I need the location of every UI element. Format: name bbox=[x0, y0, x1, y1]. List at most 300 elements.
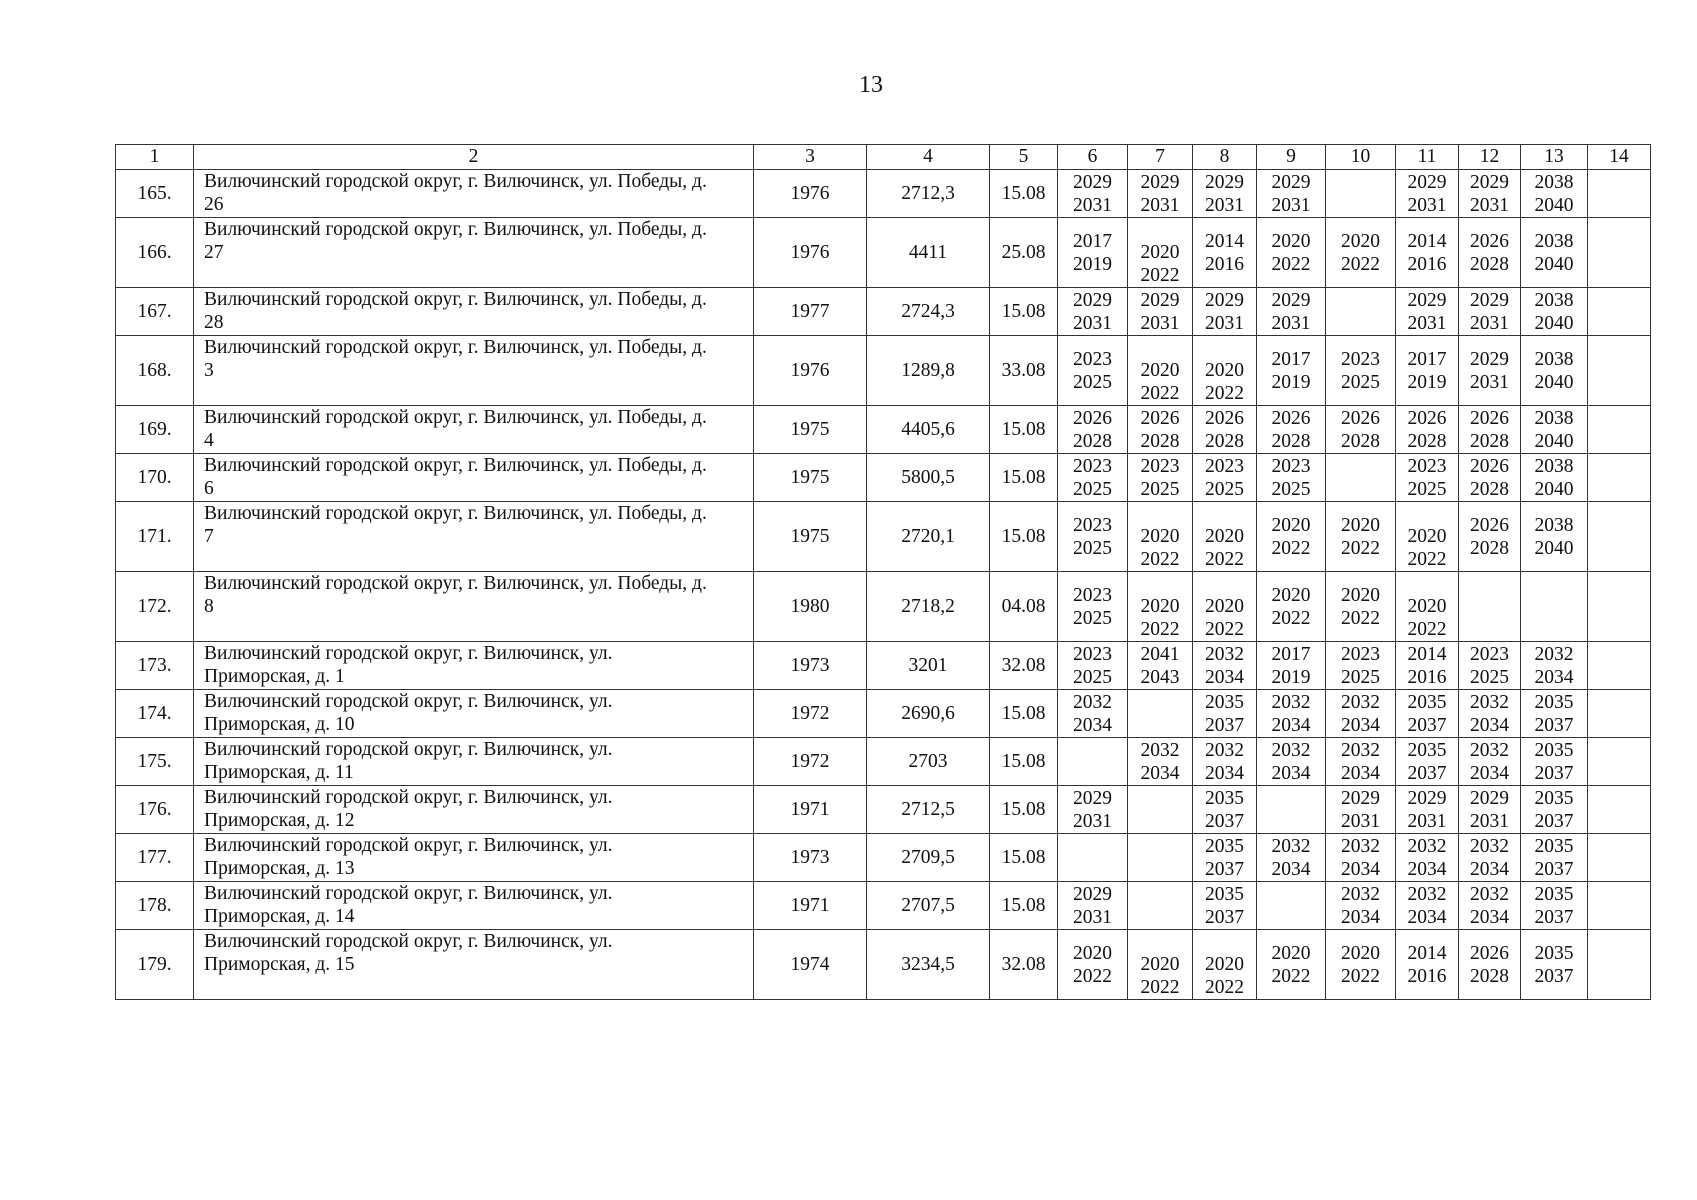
period-end: 2022 bbox=[1341, 537, 1380, 559]
period-start: 2032 bbox=[1271, 835, 1311, 857]
column-header-4: 4 bbox=[867, 145, 990, 170]
period-start: 2020 bbox=[1073, 942, 1112, 964]
period-end: 2022 bbox=[1205, 977, 1244, 998]
period-cell bbox=[1257, 642, 1326, 690]
column-header-12: 12 bbox=[1459, 145, 1521, 170]
period-cell bbox=[1193, 502, 1257, 572]
row-number: 173. bbox=[116, 642, 194, 690]
address-line: Вилючинский городской округ, г. Вилючинск, ул. bbox=[204, 643, 613, 664]
period-end: 2034 bbox=[1470, 906, 1509, 928]
period-start: 2020 bbox=[1205, 360, 1244, 381]
period-end: 2025 bbox=[1140, 478, 1180, 500]
year-built: 1971 bbox=[754, 882, 867, 930]
period-cell bbox=[1396, 642, 1459, 690]
period-cell bbox=[1588, 454, 1651, 502]
period-end: 2040 bbox=[1534, 371, 1574, 393]
period-start: 2035 bbox=[1534, 787, 1574, 809]
row-number: 171. bbox=[116, 502, 194, 572]
period-cell bbox=[1521, 288, 1588, 336]
period-cell bbox=[1128, 502, 1193, 572]
period-start: 2029 bbox=[1407, 171, 1447, 193]
period-end: 2034 bbox=[1341, 714, 1380, 736]
period-cell bbox=[1193, 642, 1257, 690]
column-5-cell: 15.08 bbox=[990, 882, 1058, 930]
period-cell bbox=[1326, 502, 1396, 572]
column-5-cell: 15.08 bbox=[990, 502, 1058, 572]
period-end: 2031 bbox=[1073, 312, 1112, 334]
period-cell bbox=[1193, 454, 1257, 502]
area-cell: 4411 bbox=[867, 218, 990, 288]
period-cell bbox=[1521, 930, 1588, 1000]
period-end: 2034 bbox=[1407, 858, 1447, 880]
period-start: 2035 bbox=[1407, 739, 1447, 761]
period-start: 2041 bbox=[1140, 643, 1180, 665]
period-cell bbox=[1588, 502, 1651, 572]
period-cell bbox=[1396, 502, 1459, 572]
period-cell bbox=[1459, 738, 1521, 786]
column-header-7: 7 bbox=[1128, 145, 1193, 170]
period-end: 2028 bbox=[1470, 430, 1509, 452]
period-cell bbox=[1396, 930, 1459, 1000]
period-cell bbox=[1521, 786, 1588, 834]
period-cell bbox=[1193, 572, 1257, 642]
register-table bbox=[115, 144, 1651, 1000]
period-start: 2032 bbox=[1407, 835, 1447, 857]
column-number-row bbox=[116, 145, 1651, 170]
column-5-cell: 15.08 bbox=[990, 170, 1058, 218]
column-header-2: 2 bbox=[194, 145, 754, 170]
address-cell bbox=[194, 882, 754, 930]
period-end: 2034 bbox=[1534, 666, 1574, 688]
address-line: Вилючинский городской округ, г. Вилючинск, ул. Победы, д. bbox=[204, 337, 707, 358]
table-row bbox=[116, 738, 1651, 786]
period-cell bbox=[1128, 406, 1193, 454]
period-end: 2028 bbox=[1073, 430, 1112, 452]
period-start: 2032 bbox=[1140, 739, 1180, 761]
period-cell bbox=[1257, 218, 1326, 288]
address-line: Приморская, д. 10 bbox=[204, 714, 355, 735]
period-end: 2037 bbox=[1205, 810, 1244, 832]
period-cell bbox=[1058, 502, 1128, 572]
period-end: 2028 bbox=[1470, 537, 1509, 559]
area-cell: 2690,6 bbox=[867, 690, 990, 738]
period-start: 2029 bbox=[1407, 787, 1447, 809]
period-start: 2020 bbox=[1271, 584, 1311, 606]
period-cell bbox=[1459, 288, 1521, 336]
period-cell bbox=[1459, 406, 1521, 454]
period-end: 2028 bbox=[1205, 430, 1244, 452]
address-cell bbox=[194, 336, 754, 406]
row-number: 170. bbox=[116, 454, 194, 502]
period-start: 2020 bbox=[1407, 596, 1447, 617]
period-end: 2025 bbox=[1470, 666, 1509, 688]
address-cell bbox=[194, 406, 754, 454]
period-start: 2020 bbox=[1271, 514, 1311, 536]
period-cell bbox=[1521, 406, 1588, 454]
period-start: 2029 bbox=[1073, 289, 1112, 311]
address-line: 27 bbox=[204, 242, 224, 263]
period-end: 2037 bbox=[1407, 714, 1447, 736]
period-cell bbox=[1058, 882, 1128, 930]
address-cell bbox=[194, 454, 754, 502]
address-cell bbox=[194, 738, 754, 786]
address-cell bbox=[194, 642, 754, 690]
address-line: Вилючинский городской округ, г. Вилючинск, ул. bbox=[204, 691, 613, 712]
period-start: 2023 bbox=[1205, 455, 1244, 477]
period-start: 2020 bbox=[1341, 514, 1380, 536]
period-start: 2026 bbox=[1470, 942, 1509, 964]
area-cell: 3234,5 bbox=[867, 930, 990, 1000]
period-start: 2032 bbox=[1470, 691, 1509, 713]
table-row bbox=[116, 572, 1651, 642]
period-cell bbox=[1128, 218, 1193, 288]
column-header-13: 13 bbox=[1521, 145, 1588, 170]
period-end: 2022 bbox=[1140, 549, 1180, 570]
period-end: 2040 bbox=[1534, 253, 1574, 275]
period-cell bbox=[1459, 502, 1521, 572]
period-end: 2031 bbox=[1073, 906, 1112, 928]
period-start: 2038 bbox=[1534, 348, 1574, 370]
row-number: 175. bbox=[116, 738, 194, 786]
period-cell bbox=[1521, 834, 1588, 882]
period-end: 2034 bbox=[1271, 714, 1311, 736]
period-start: 2032 bbox=[1073, 691, 1112, 713]
period-cell bbox=[1459, 930, 1521, 1000]
column-header-3: 3 bbox=[754, 145, 867, 170]
area-cell: 2712,3 bbox=[867, 170, 990, 218]
year-built: 1976 bbox=[754, 218, 867, 288]
period-end: 2022 bbox=[1205, 549, 1244, 570]
period-cell bbox=[1257, 786, 1326, 834]
period-end: 2031 bbox=[1205, 312, 1244, 334]
period-cell bbox=[1396, 170, 1459, 218]
row-number: 165. bbox=[116, 170, 194, 218]
period-start: 2029 bbox=[1271, 289, 1311, 311]
period-end: 2031 bbox=[1407, 810, 1447, 832]
period-start: 2032 bbox=[1534, 643, 1574, 665]
period-end: 2022 bbox=[1271, 607, 1311, 629]
column-5-cell: 15.08 bbox=[990, 288, 1058, 336]
period-cell bbox=[1257, 170, 1326, 218]
period-cell bbox=[1128, 786, 1193, 834]
period-cell bbox=[1058, 336, 1128, 406]
period-cell bbox=[1326, 170, 1396, 218]
period-cell bbox=[1058, 170, 1128, 218]
period-cell bbox=[1257, 690, 1326, 738]
year-built: 1973 bbox=[754, 834, 867, 882]
period-start: 2032 bbox=[1341, 883, 1380, 905]
period-start: 2035 bbox=[1205, 691, 1244, 713]
period-start: 2029 bbox=[1073, 171, 1112, 193]
address-line: Вилючинский городской округ, г. Вилючинск, ул. Победы, д. bbox=[204, 219, 707, 240]
table-row bbox=[116, 406, 1651, 454]
period-cell bbox=[1459, 218, 1521, 288]
period-cell bbox=[1058, 738, 1128, 786]
period-end: 2022 bbox=[1140, 619, 1180, 640]
row-number: 179. bbox=[116, 930, 194, 1000]
column-5-cell: 15.08 bbox=[990, 786, 1058, 834]
period-cell bbox=[1459, 642, 1521, 690]
period-start: 2020 bbox=[1140, 526, 1180, 547]
year-built: 1976 bbox=[754, 336, 867, 406]
period-end: 2016 bbox=[1205, 253, 1244, 275]
period-cell bbox=[1193, 882, 1257, 930]
column-header-14: 14 bbox=[1588, 145, 1651, 170]
period-end: 2016 bbox=[1407, 666, 1447, 688]
period-cell bbox=[1326, 786, 1396, 834]
period-start: 2038 bbox=[1534, 455, 1574, 477]
period-cell bbox=[1058, 572, 1128, 642]
period-start: 2020 bbox=[1341, 230, 1380, 252]
period-end: 2025 bbox=[1073, 666, 1112, 688]
address-line: 4 bbox=[204, 430, 214, 451]
period-cell bbox=[1396, 288, 1459, 336]
period-start: 2029 bbox=[1073, 883, 1112, 905]
period-cell bbox=[1588, 738, 1651, 786]
period-cell bbox=[1128, 642, 1193, 690]
period-cell bbox=[1058, 454, 1128, 502]
period-start: 2029 bbox=[1470, 787, 1509, 809]
address-line: Вилючинский городской округ, г. Вилючинск, ул. Победы, д. bbox=[204, 289, 707, 310]
period-start: 2035 bbox=[1534, 691, 1574, 713]
year-built: 1977 bbox=[754, 288, 867, 336]
row-number: 166. bbox=[116, 218, 194, 288]
period-end: 2022 bbox=[1140, 265, 1180, 286]
period-start: 2026 bbox=[1470, 514, 1509, 536]
period-end: 2031 bbox=[1271, 312, 1311, 334]
address-cell bbox=[194, 218, 754, 288]
period-cell bbox=[1257, 738, 1326, 786]
period-cell bbox=[1588, 882, 1651, 930]
period-cell bbox=[1459, 454, 1521, 502]
period-cell bbox=[1521, 502, 1588, 572]
period-start: 2026 bbox=[1140, 407, 1180, 429]
period-cell bbox=[1128, 882, 1193, 930]
period-start: 2032 bbox=[1341, 739, 1380, 761]
period-cell bbox=[1459, 690, 1521, 738]
period-cell bbox=[1588, 786, 1651, 834]
period-start: 2032 bbox=[1470, 835, 1509, 857]
period-cell bbox=[1521, 218, 1588, 288]
area-cell: 5800,5 bbox=[867, 454, 990, 502]
period-start: 2020 bbox=[1407, 526, 1447, 547]
period-end: 2040 bbox=[1534, 478, 1574, 500]
period-cell bbox=[1193, 170, 1257, 218]
period-end: 2037 bbox=[1534, 714, 1574, 736]
area-cell: 2707,5 bbox=[867, 882, 990, 930]
column-5-cell: 25.08 bbox=[990, 218, 1058, 288]
period-start: 2020 bbox=[1205, 954, 1244, 975]
period-end: 2034 bbox=[1470, 762, 1509, 784]
column-header-5: 5 bbox=[990, 145, 1058, 170]
period-cell bbox=[1396, 786, 1459, 834]
period-start: 2032 bbox=[1205, 739, 1244, 761]
period-start: 2038 bbox=[1534, 289, 1574, 311]
year-built: 1972 bbox=[754, 690, 867, 738]
period-start: 2020 bbox=[1271, 230, 1311, 252]
period-end: 2016 bbox=[1407, 965, 1447, 987]
period-start: 2026 bbox=[1271, 407, 1311, 429]
area-cell: 2720,1 bbox=[867, 502, 990, 572]
period-start: 2029 bbox=[1140, 171, 1180, 193]
period-start: 2017 bbox=[1271, 643, 1311, 665]
area-cell: 2709,5 bbox=[867, 834, 990, 882]
period-cell bbox=[1396, 336, 1459, 406]
table-row bbox=[116, 882, 1651, 930]
period-cell bbox=[1193, 288, 1257, 336]
period-end: 2022 bbox=[1271, 253, 1311, 275]
period-cell bbox=[1257, 288, 1326, 336]
address-cell bbox=[194, 170, 754, 218]
table-row bbox=[116, 642, 1651, 690]
period-cell bbox=[1459, 170, 1521, 218]
period-cell bbox=[1193, 336, 1257, 406]
period-start: 2023 bbox=[1073, 584, 1112, 606]
column-header-1: 1 bbox=[116, 145, 194, 170]
period-end: 2028 bbox=[1470, 253, 1509, 275]
address-line: Вилючинский городской округ, г. Вилючинск, ул. Победы, д. bbox=[204, 171, 707, 192]
period-end: 2028 bbox=[1341, 430, 1380, 452]
period-end: 2037 bbox=[1534, 858, 1574, 880]
area-cell: 4405,6 bbox=[867, 406, 990, 454]
period-start: 2023 bbox=[1271, 455, 1311, 477]
period-cell bbox=[1257, 336, 1326, 406]
period-end: 2028 bbox=[1470, 965, 1509, 987]
table-row bbox=[116, 336, 1651, 406]
period-cell bbox=[1326, 738, 1396, 786]
period-cell bbox=[1257, 502, 1326, 572]
table-row bbox=[116, 454, 1651, 502]
year-built: 1973 bbox=[754, 642, 867, 690]
period-start: 2014 bbox=[1407, 942, 1447, 964]
row-number: 172. bbox=[116, 572, 194, 642]
period-end: 2019 bbox=[1271, 371, 1311, 393]
period-start: 2029 bbox=[1470, 289, 1509, 311]
period-end: 2037 bbox=[1205, 858, 1244, 880]
period-cell bbox=[1521, 882, 1588, 930]
period-start: 2029 bbox=[1407, 289, 1447, 311]
period-start: 2032 bbox=[1470, 883, 1509, 905]
address-line: Приморская, д. 13 bbox=[204, 858, 355, 879]
column-5-cell: 15.08 bbox=[990, 406, 1058, 454]
column-5-cell: 32.08 bbox=[990, 642, 1058, 690]
address-cell bbox=[194, 834, 754, 882]
period-start: 2020 bbox=[1140, 360, 1180, 381]
period-end: 2025 bbox=[1073, 537, 1112, 559]
table-row bbox=[116, 288, 1651, 336]
period-cell bbox=[1521, 170, 1588, 218]
period-cell bbox=[1058, 642, 1128, 690]
table-row bbox=[116, 834, 1651, 882]
period-start: 2023 bbox=[1140, 455, 1180, 477]
row-number: 178. bbox=[116, 882, 194, 930]
year-built: 1971 bbox=[754, 786, 867, 834]
period-end: 2037 bbox=[1534, 965, 1574, 987]
period-cell bbox=[1588, 642, 1651, 690]
period-cell bbox=[1326, 690, 1396, 738]
period-cell bbox=[1588, 218, 1651, 288]
address-line: 26 bbox=[204, 194, 224, 215]
period-start: 2032 bbox=[1407, 883, 1447, 905]
area-cell: 1289,8 bbox=[867, 336, 990, 406]
period-cell bbox=[1326, 834, 1396, 882]
period-cell bbox=[1128, 930, 1193, 1000]
period-end: 2025 bbox=[1341, 666, 1380, 688]
period-start: 2017 bbox=[1271, 348, 1311, 370]
period-end: 2025 bbox=[1205, 478, 1244, 500]
period-cell bbox=[1058, 930, 1128, 1000]
period-cell bbox=[1326, 930, 1396, 1000]
period-end: 2040 bbox=[1534, 312, 1574, 334]
column-header-8: 8 bbox=[1193, 145, 1257, 170]
period-end: 2022 bbox=[1073, 965, 1112, 987]
area-cell: 2712,5 bbox=[867, 786, 990, 834]
period-cell bbox=[1326, 336, 1396, 406]
period-end: 2037 bbox=[1534, 762, 1574, 784]
period-end: 2034 bbox=[1205, 666, 1244, 688]
period-start: 2035 bbox=[1407, 691, 1447, 713]
period-cell bbox=[1396, 454, 1459, 502]
table-row bbox=[116, 170, 1651, 218]
address-line: Вилючинский городской округ, г. Вилючинск, ул. Победы, д. bbox=[204, 573, 707, 594]
period-start: 2032 bbox=[1205, 643, 1244, 665]
period-cell bbox=[1058, 834, 1128, 882]
period-end: 2031 bbox=[1073, 194, 1112, 216]
period-start: 2038 bbox=[1534, 171, 1574, 193]
period-start: 2023 bbox=[1470, 643, 1509, 665]
area-cell: 2724,3 bbox=[867, 288, 990, 336]
period-end: 2040 bbox=[1534, 430, 1574, 452]
column-5-cell: 15.08 bbox=[990, 454, 1058, 502]
row-number: 169. bbox=[116, 406, 194, 454]
period-cell bbox=[1459, 882, 1521, 930]
period-end: 2022 bbox=[1407, 549, 1447, 570]
period-end: 2037 bbox=[1205, 906, 1244, 928]
period-end: 2025 bbox=[1407, 478, 1447, 500]
period-cell bbox=[1128, 288, 1193, 336]
year-built: 1972 bbox=[754, 738, 867, 786]
period-start: 2023 bbox=[1073, 643, 1112, 665]
period-cell bbox=[1459, 336, 1521, 406]
address-line: Вилючинский городской округ, г. Вилючинск, ул. Победы, д. bbox=[204, 455, 707, 476]
address-line: Приморская, д. 11 bbox=[204, 762, 354, 783]
period-start: 2017 bbox=[1407, 348, 1447, 370]
address-cell bbox=[194, 572, 754, 642]
period-start: 2032 bbox=[1341, 835, 1380, 857]
address-cell bbox=[194, 502, 754, 572]
period-cell bbox=[1396, 572, 1459, 642]
period-start: 2017 bbox=[1073, 230, 1112, 252]
period-end: 2031 bbox=[1470, 810, 1509, 832]
period-end: 2016 bbox=[1407, 253, 1447, 275]
period-start: 2029 bbox=[1205, 171, 1244, 193]
column-5-cell: 32.08 bbox=[990, 930, 1058, 1000]
period-cell bbox=[1588, 170, 1651, 218]
column-header-10: 10 bbox=[1326, 145, 1396, 170]
row-number: 174. bbox=[116, 690, 194, 738]
period-end: 2031 bbox=[1470, 312, 1509, 334]
period-cell bbox=[1257, 882, 1326, 930]
period-cell bbox=[1193, 834, 1257, 882]
period-cell bbox=[1058, 218, 1128, 288]
period-end: 2028 bbox=[1140, 430, 1180, 452]
period-cell bbox=[1396, 218, 1459, 288]
period-start: 2035 bbox=[1205, 787, 1244, 809]
period-start: 2014 bbox=[1407, 230, 1447, 252]
period-end: 2031 bbox=[1407, 312, 1447, 334]
period-end: 2031 bbox=[1341, 810, 1380, 832]
period-start: 2032 bbox=[1341, 691, 1380, 713]
